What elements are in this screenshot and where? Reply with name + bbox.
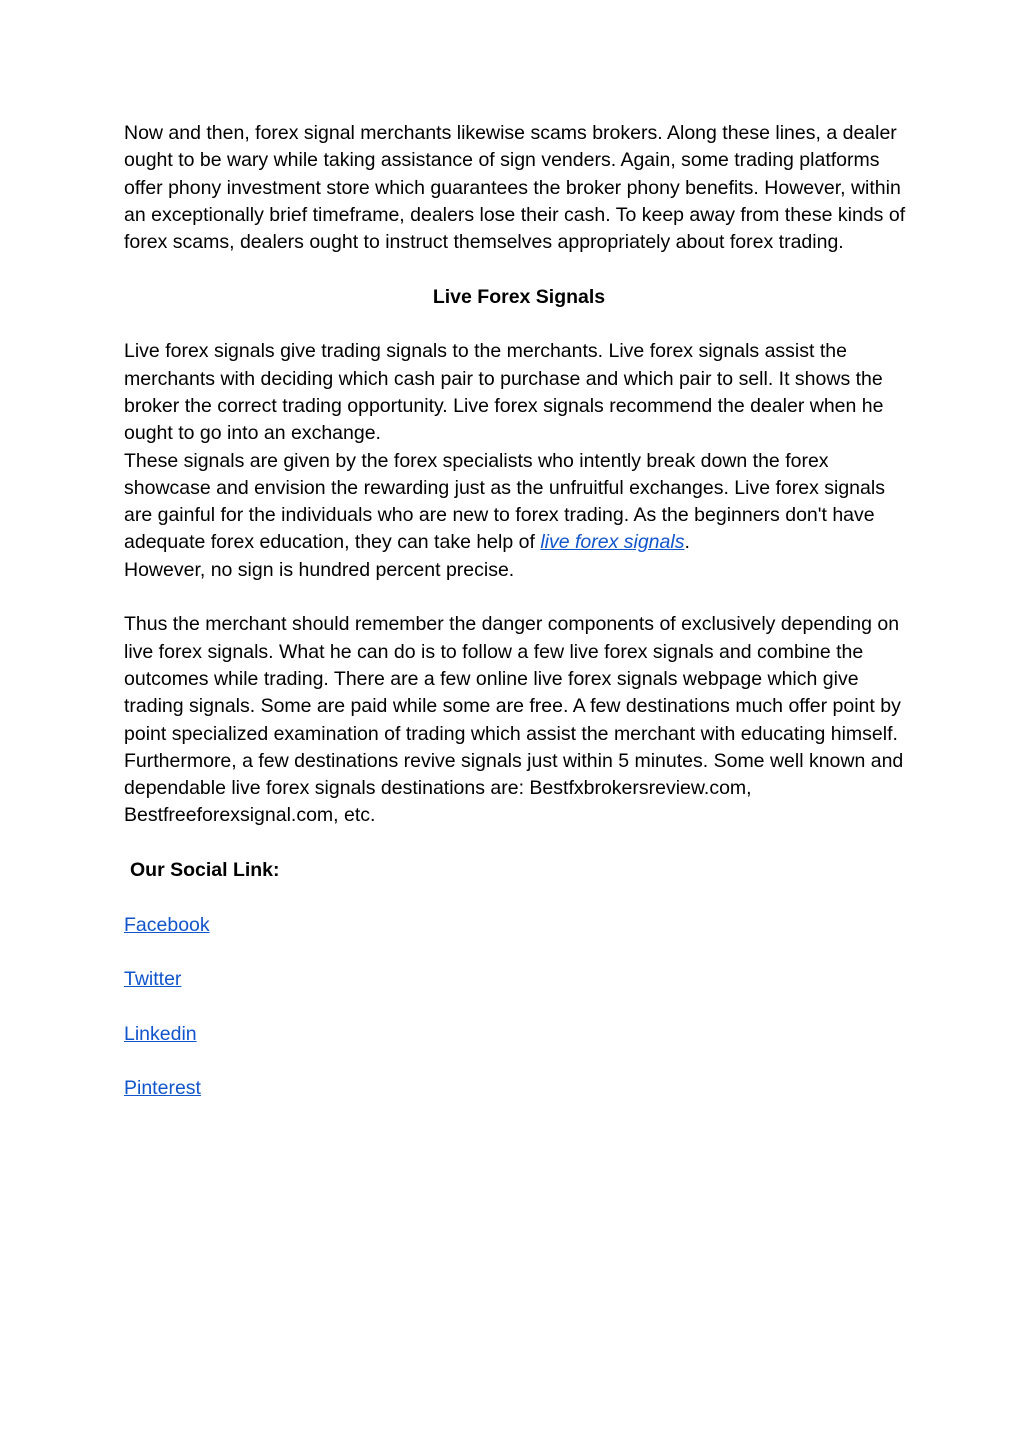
- social-links-list: [124, 912, 914, 1103]
- specialists-paragraph: [124, 448, 914, 584]
- spacer: [124, 584, 914, 611]
- social-heading: Our Social Link:: [130, 859, 280, 882]
- linkedin-link[interactable]: Linkedin: [124, 1022, 197, 1045]
- twitter-link[interactable]: Twitter: [124, 968, 182, 991]
- facebook-link[interactable]: Facebook: [124, 913, 210, 936]
- spacer: [124, 311, 914, 338]
- live-signals-paragraph: Live forex signals give trading signals to the merchants. Live forex signals assist the merchants with deciding which cash pair to purchase and which pair to sell. It shows the broker the correct trading opportunity. Live forex signals recommend the dealer when he ought to go into an exchange.: [124, 340, 884, 445]
- document-page: [124, 120, 914, 1130]
- spacer: [124, 256, 914, 283]
- spacer: [124, 830, 914, 857]
- paragraph-text: These signals are given by the forex specialists who intently break down the forex showcase and envision the rewarding just as the unfruitful exchanges. Live forex signals are gainful for the individuals who are new to forex trading. As the beginners don't have adequate forex education, they can take help of: [124, 449, 885, 554]
- merchant-paragraph: Thus the merchant should remember the danger components of exclusively depending on live forex signals. What he can do is to follow a few live forex signals and combine the outcomes while trading. There are a few online live forex signals webpage which give trading signals. Some are paid while some are free. A few destinations much offer point by point specialized examination of trading which assist the merchant with educating himself. Furthermore, a few destinations revive signals just within 5 minutes. Some well known and dependable live forex signals destinations are: Bestfxbrokersreview.com, Bestfreeforexsignal.com, etc.: [124, 613, 904, 827]
- intro-paragraph: Now and then, forex signal merchants likewise scams brokers. Along these lines, a dealer ought to be wary while taking assistance of sign venders. Again, some trading platforms offer phony investment store which guarantees the broker phony benefits. However, within an exceptionally brief timeframe, dealers lose their cash. To keep away from these kinds of forex scams, dealers ought to instruct themselves appropriately about forex trading.: [124, 122, 906, 254]
- paragraph-text: However, no sign is hundred percent precise.: [124, 558, 515, 581]
- spacer: [124, 884, 914, 911]
- paragraph-text: .: [684, 531, 690, 554]
- section-heading: Live Forex Signals: [432, 285, 606, 308]
- live-forex-signals-link[interactable]: live forex signals: [540, 531, 685, 554]
- pinterest-link[interactable]: Pinterest: [124, 1077, 201, 1100]
